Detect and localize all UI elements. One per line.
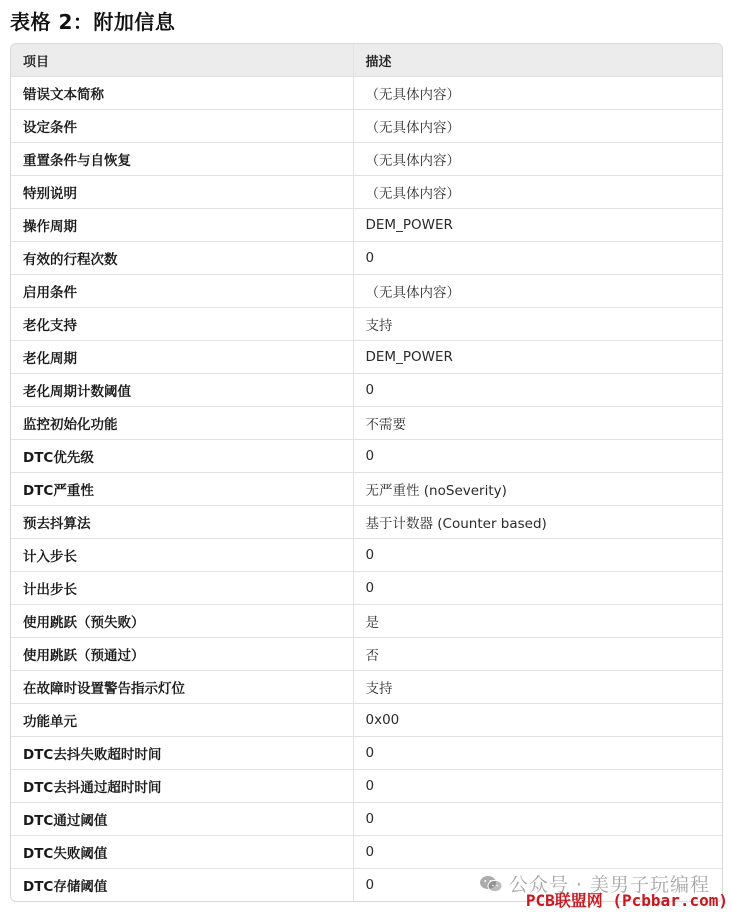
row-item-value: 基于计数器 (Counter based): [353, 506, 722, 539]
table-row: [11, 473, 722, 506]
row-item-value: （无具体内容）: [353, 143, 722, 176]
watermark-text: 公众号 · 美男子玩编程: [508, 874, 710, 896]
row-item-label: DTC去抖通过超时时间: [11, 770, 353, 803]
table-row: [11, 770, 722, 803]
row-item-label: DTC去抖失败超时时间: [11, 737, 353, 770]
row-item-label: 重置条件与自恢复: [11, 143, 353, 176]
row-item-label: 使用跳跃（预失败）: [11, 605, 353, 638]
row-item-value: （无具体内容）: [353, 110, 722, 143]
row-item-label: DTC严重性: [11, 473, 353, 506]
row-item-value: 0: [353, 770, 722, 803]
table-row: [11, 836, 722, 869]
row-item-label: 计出步长: [11, 572, 353, 605]
table-row: [11, 539, 722, 572]
table-row: [11, 803, 722, 836]
table-row: [11, 209, 722, 242]
row-item-value: 0: [353, 836, 722, 869]
row-item-value: 0: [353, 374, 722, 407]
table-row: [11, 110, 722, 143]
row-item-label: 老化支持: [11, 308, 353, 341]
row-item-value: 0: [353, 737, 722, 770]
table-row: [11, 407, 722, 440]
row-item-value: 支持: [353, 671, 722, 704]
row-item-value: DEM_POWER: [353, 209, 722, 242]
row-item-label: 错误文本简称: [11, 77, 353, 110]
row-item-value: 0: [353, 572, 722, 605]
row-item-value: （无具体内容）: [353, 176, 722, 209]
row-item-value: 不需要: [353, 407, 722, 440]
row-item-value: （无具体内容）: [353, 275, 722, 308]
table-header-row: [11, 44, 722, 77]
row-item-value: （无具体内容）: [353, 77, 722, 110]
table-row: [11, 374, 722, 407]
row-item-label: 监控初始化功能: [11, 407, 353, 440]
row-item-label: DTC失败阈值: [11, 836, 353, 869]
table-row: [11, 704, 722, 737]
page-title: 表格 2：附加信息: [10, 10, 176, 34]
row-item-label: DTC优先级: [11, 440, 353, 473]
row-item-value: 是: [353, 605, 722, 638]
table-row: [11, 572, 722, 605]
table-row: [11, 143, 722, 176]
wechat-icon: [479, 875, 503, 893]
column-header-desc: 描述: [353, 44, 722, 77]
row-item-value: 0: [353, 869, 722, 902]
info-table-container: [10, 43, 723, 902]
table-row: [11, 638, 722, 671]
row-item-value: DEM_POWER: [353, 341, 722, 374]
table-row: [11, 242, 722, 275]
row-item-label: 预去抖算法: [11, 506, 353, 539]
row-item-value: 0: [353, 803, 722, 836]
info-table: [11, 44, 722, 901]
row-item-label: 功能单元: [11, 704, 353, 737]
row-item-label: 老化周期: [11, 341, 353, 374]
row-item-label: 使用跳跃（预通过）: [11, 638, 353, 671]
row-item-value: 0: [353, 539, 722, 572]
row-item-value: 0: [353, 242, 722, 275]
row-item-value: 否: [353, 638, 722, 671]
row-item-label: 有效的行程次数: [11, 242, 353, 275]
row-item-label: 计入步长: [11, 539, 353, 572]
row-item-value: 无严重性 (noSeverity): [353, 473, 722, 506]
row-item-label: 在故障时设置警告指示灯位: [11, 671, 353, 704]
row-item-value: 0: [353, 440, 722, 473]
row-item-label: 设定条件: [11, 110, 353, 143]
table-row: [11, 341, 722, 374]
row-item-label: DTC通过阈值: [11, 803, 353, 836]
row-item-value: 支持: [353, 308, 722, 341]
row-item-label: 老化周期计数阈值: [11, 374, 353, 407]
table-row: [11, 275, 722, 308]
table-row: [11, 308, 722, 341]
table-row: [11, 77, 722, 110]
row-item-label: DTC存储阈值: [23, 879, 108, 895]
table-row: [11, 440, 722, 473]
column-header-item: 项目: [11, 44, 353, 77]
row-item-label: 启用条件: [11, 275, 353, 308]
row-item-label: 特别说明: [11, 176, 353, 209]
row-item-value: 0x00: [353, 704, 722, 737]
table-row: [11, 176, 722, 209]
table-row: [11, 605, 722, 638]
table-row: [11, 671, 722, 704]
row-item-label: 操作周期: [11, 209, 353, 242]
table-row: [11, 737, 722, 770]
table-row: [11, 506, 722, 539]
site-stamp: PCB联盟网 (Pcbbar.com): [525, 891, 728, 910]
